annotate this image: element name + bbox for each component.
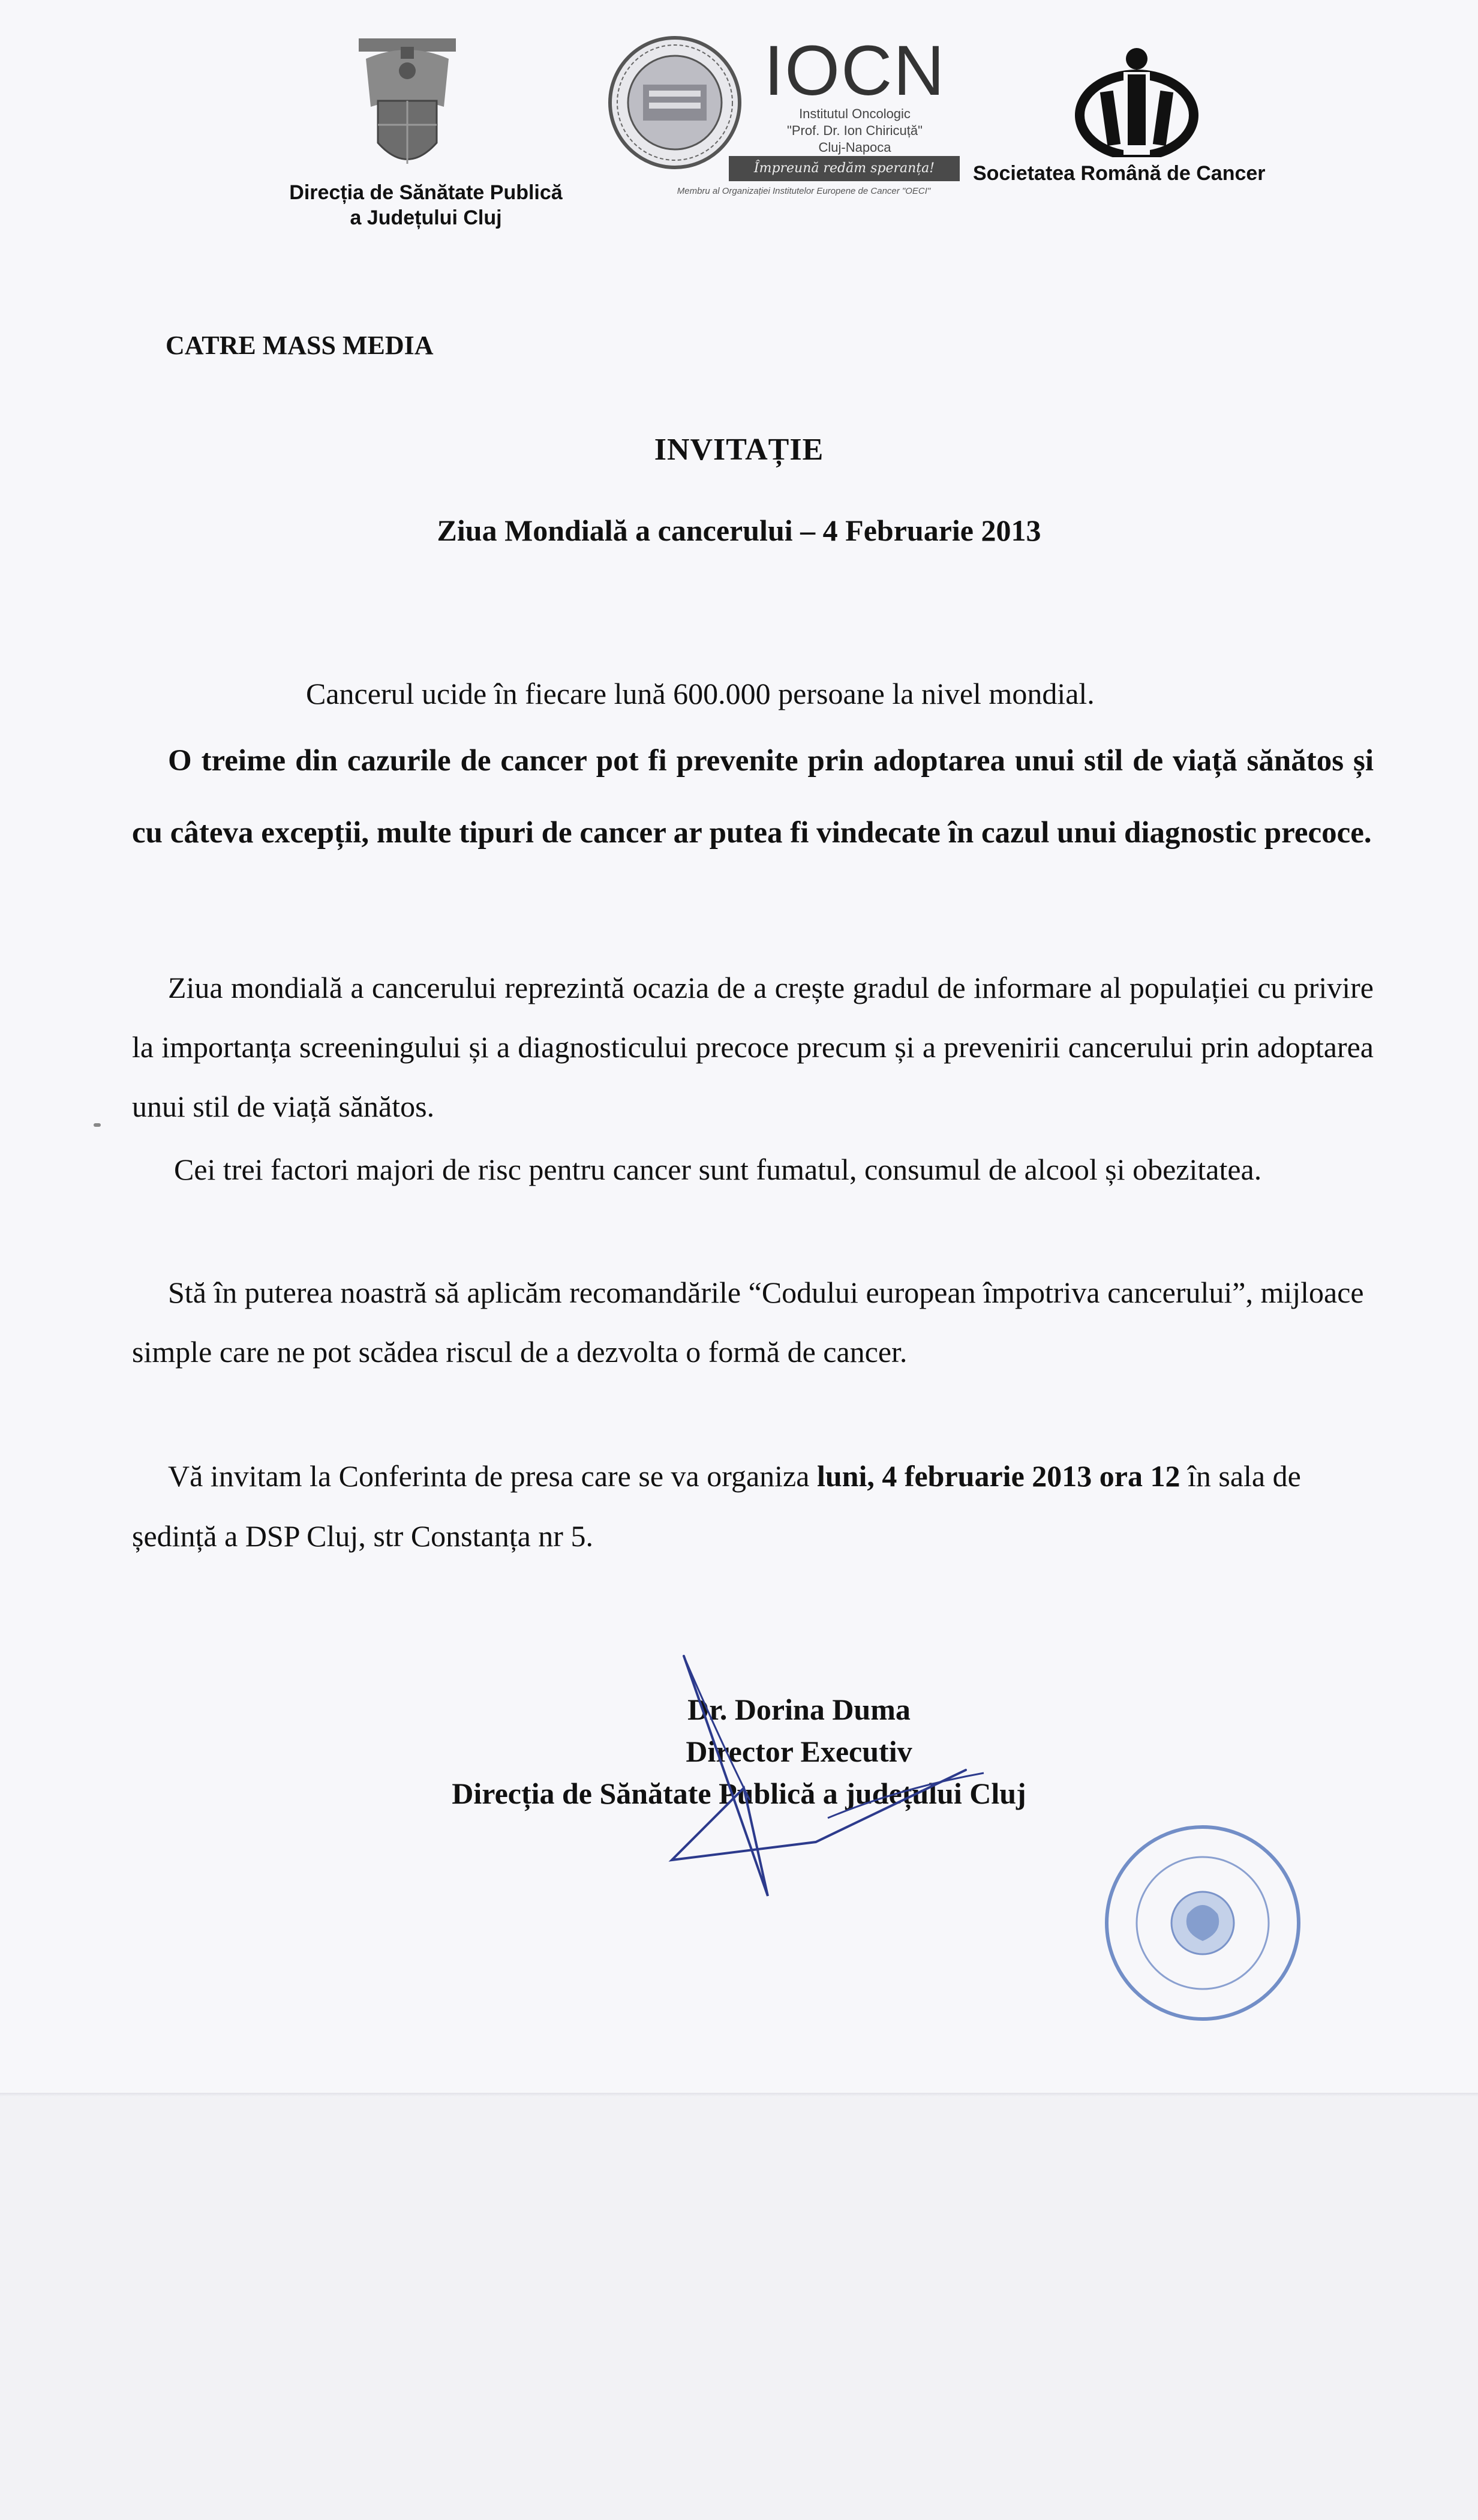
paragraph-6 [132,1446,1374,1566]
iocn-sub-line2: "Prof. Dr. Ion Chiricuță" [787,123,923,138]
signatory-institution: Direcția de Sănătate Publică a județului Cluj [452,1777,1026,1810]
official-stamp [1098,1818,1308,2028]
recipient-line: CATRE MASS MEDIA [166,331,434,360]
signatory-role: Director Executiv [686,1735,912,1768]
paragraph-4: Cei trei factori majori de risc pentru cancer sunt fumatul, consumul de alcool și obezitatea. [174,1153,1262,1186]
iocn-member-note: Membru al Organizației Institutelor Europene de Cancer "OECI" [677,186,931,196]
src-caption: Societatea Română de Cancer [973,162,1266,185]
dsp-caption [258,180,594,230]
iocn-title: IOCN [764,31,946,110]
letter-title: INVITAȚIE [654,433,824,467]
paragraph-3: Ziua mondială a cancerului reprezintă ocazia de a crește gradul de informare al populației cu privire la importanța screeningului și a diagnosticului precoce precum și a prevenirii cancerului prin adoptarea unui stil de viață sănătos. [132,971,1374,1123]
paragraph-1: Cancerul ucide în fiecare lună 600.000 persoane la nivel mondial. [306,677,1095,710]
iocn-logo-block [600,29,966,203]
signatory-name: Dr. Dorina Duma [687,1693,911,1726]
invitation-text-pre: Vă invitam la Conferinta de presa care se va organiza [168,1459,817,1493]
iocn-banner: Împreună redăm speranța! [729,156,960,181]
iocn-sub-line3: Cluj-Napoca [818,140,891,155]
paragraph-2: O treime din cazurile de cancer pot fi prevenite prin adoptarea unui stil de viață sănătos și cu câteva excepții, multe tipuri de cancer ar putea fi vindecate în cazul unui diagnostic precoce. [132,744,1374,850]
letter-subtitle: Ziua Mondială a cancerului – 4 Februarie 2013 [437,514,1041,547]
src-logo-icon [1071,43,1203,157]
dsp-caption-line1: Direcția de Sănătate Publică [289,181,563,204]
paper-edge [0,2093,1478,2096]
invitation-date: luni, 4 februarie 2013 ora 12 [816,1459,1180,1493]
iocn-subtitle [756,106,954,156]
punch-mark [94,1123,101,1127]
coat-of-arms-logo [354,35,461,179]
invitation-text-post: în sala de ședință a DSP Cluj, str Constanța nr 5. [132,1459,1301,1553]
iocn-seal-icon [606,34,744,172]
iocn-sub-line1: Institutul Oncologic [799,106,911,121]
dsp-caption-line2: a Județului Cluj [350,206,502,229]
handwritten-signature [648,1644,1068,1908]
paragraph-5: Stă în puterea noastră să aplicăm recomandările “Codului european împotriva cancerului”, mijloace simple care ne pot scădea riscul de a dezvolta o formă de cancer. [132,1276,1364,1369]
